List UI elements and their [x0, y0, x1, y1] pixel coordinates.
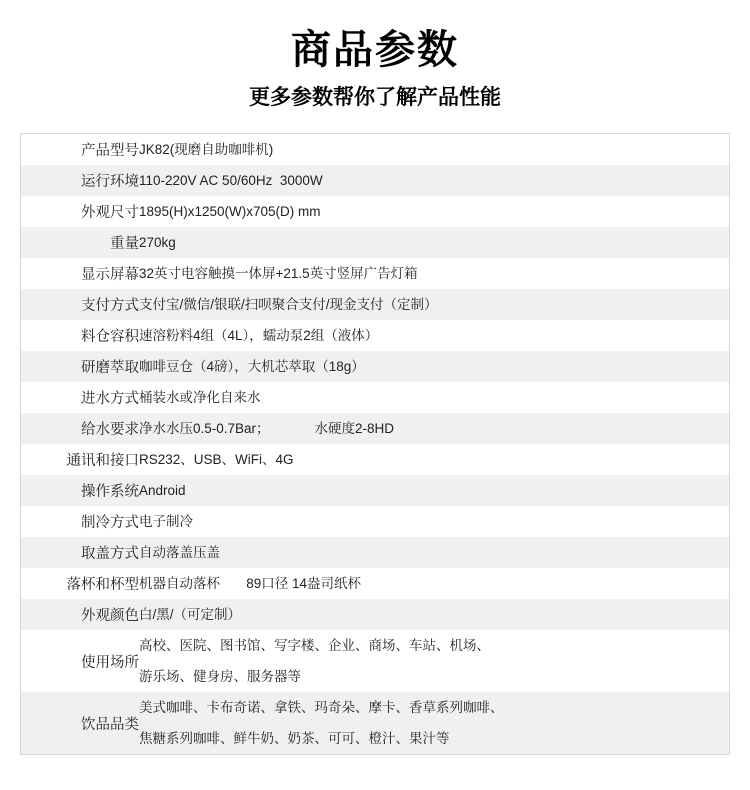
- spec-label: 产品型号: [81, 143, 139, 160]
- spec-value-line: 机器自动落杯 89口径 14盎司纸杯: [139, 576, 362, 592]
- spec-value-line: 高校、医院、图书馆、写字楼、企业、商场、车站、机场、: [139, 638, 490, 654]
- spec-label: 外观尺寸: [81, 205, 139, 222]
- spec-label: 研磨萃取: [81, 360, 139, 377]
- spec-value: [139, 444, 729, 475]
- spec-label: 使用场所: [81, 654, 139, 671]
- table-row: [21, 599, 729, 630]
- spec-value-line: 白/黑/（可定制）: [139, 607, 242, 623]
- spec-value: [139, 568, 729, 599]
- page-header: [0, 0, 750, 111]
- spec-label: 运行环境: [81, 174, 139, 191]
- table-row: [21, 320, 729, 351]
- spec-value: [139, 165, 729, 196]
- spec-table-container: [20, 133, 730, 754]
- table-row: [21, 692, 729, 754]
- spec-label: 料仓容积: [81, 329, 139, 346]
- table-row: [21, 413, 729, 444]
- spec-value: [139, 289, 729, 320]
- spec-label: 显示屏幕: [81, 267, 139, 284]
- table-row: [21, 537, 729, 568]
- spec-label: 给水要求: [81, 422, 139, 439]
- table-row: [21, 227, 729, 258]
- table-row: [21, 134, 729, 165]
- spec-value: [139, 320, 729, 351]
- table-row: [21, 444, 729, 475]
- spec-value-line: 32英寸电容触摸一体屏+21.5英寸竖屏广告灯箱: [139, 266, 418, 282]
- spec-label: 通讯和接口: [66, 453, 139, 470]
- spec-value-line: 美式咖啡、卡布奇诺、拿铁、玛奇朵、摩卡、香草系列咖啡、: [139, 700, 504, 716]
- spec-value: [139, 134, 729, 165]
- spec-table-body: [21, 134, 729, 754]
- spec-value: [139, 692, 729, 754]
- table-row: [21, 196, 729, 227]
- spec-value-line: 焦糖系列咖啡、鲜牛奶、奶茶、可可、橙汁、果汁等: [139, 731, 450, 747]
- spec-label: 取盖方式: [81, 546, 139, 563]
- table-row: [21, 165, 729, 196]
- spec-label: 操作系统: [81, 484, 139, 501]
- spec-value: [139, 351, 729, 382]
- spec-value-line: 净水水压0.5-0.7Bar； 水硬度2-8HD: [139, 421, 395, 437]
- spec-value: [139, 506, 729, 537]
- page-subtitle: 更多参数帮你了解产品性能: [249, 86, 501, 109]
- table-row: [21, 382, 729, 413]
- table-row: [21, 258, 729, 289]
- spec-value: [139, 630, 729, 692]
- spec-value: [139, 227, 729, 258]
- spec-value-line: 支付宝/微信/银联/扫呗聚合支付/现金支付（定制）: [139, 297, 438, 313]
- spec-value: [139, 537, 729, 568]
- spec-value-line: 咖啡豆仓（4磅），大机芯萃取（18g）: [139, 359, 365, 375]
- spec-value-line: 速溶粉料4组（4L），蠕动泵2组（液体）: [139, 328, 379, 344]
- table-bottom-rule: [20, 754, 730, 755]
- spec-value: [139, 196, 729, 227]
- table-row: [21, 475, 729, 506]
- spec-label: 支付方式: [81, 298, 139, 315]
- spec-label: 制冷方式: [81, 515, 139, 532]
- table-row: [21, 289, 729, 320]
- spec-table: [21, 134, 729, 754]
- spec-value-line: Android: [139, 483, 186, 499]
- page-title: 商品参数: [291, 28, 459, 72]
- spec-value: [139, 599, 729, 630]
- spec-label: 进水方式: [81, 391, 139, 408]
- spec-value-line: 游乐场、健身房、服务器等: [139, 669, 301, 685]
- spec-label: 饮品品类: [81, 716, 139, 733]
- spec-value-line: 自动落盖压盖: [139, 545, 220, 561]
- spec-value: [139, 382, 729, 413]
- spec-label: 落杯和杯型: [66, 577, 139, 594]
- spec-label: 外观颜色: [81, 608, 139, 625]
- spec-value-line: JK82(现磨自助咖啡机): [139, 142, 274, 158]
- table-row: [21, 630, 729, 692]
- spec-value: [139, 475, 729, 506]
- spec-value-line: 1895(H)x1250(W)x705(D) mm: [139, 204, 321, 220]
- spec-value: [139, 413, 729, 444]
- spec-value-line: RS232、USB、WiFi、4G: [139, 452, 294, 468]
- spec-value-line: 270kg: [139, 235, 176, 251]
- spec-value-line: 110-220V AC 50/60Hz 3000W: [139, 173, 323, 189]
- spec-value-line: 桶装水或净化自来水: [139, 390, 261, 406]
- spec-label: 重量: [110, 236, 139, 253]
- spec-value: [139, 258, 729, 289]
- spec-value-line: 电子制冷: [139, 514, 193, 530]
- table-row: [21, 506, 729, 537]
- table-row: [21, 351, 729, 382]
- table-row: [21, 568, 729, 599]
